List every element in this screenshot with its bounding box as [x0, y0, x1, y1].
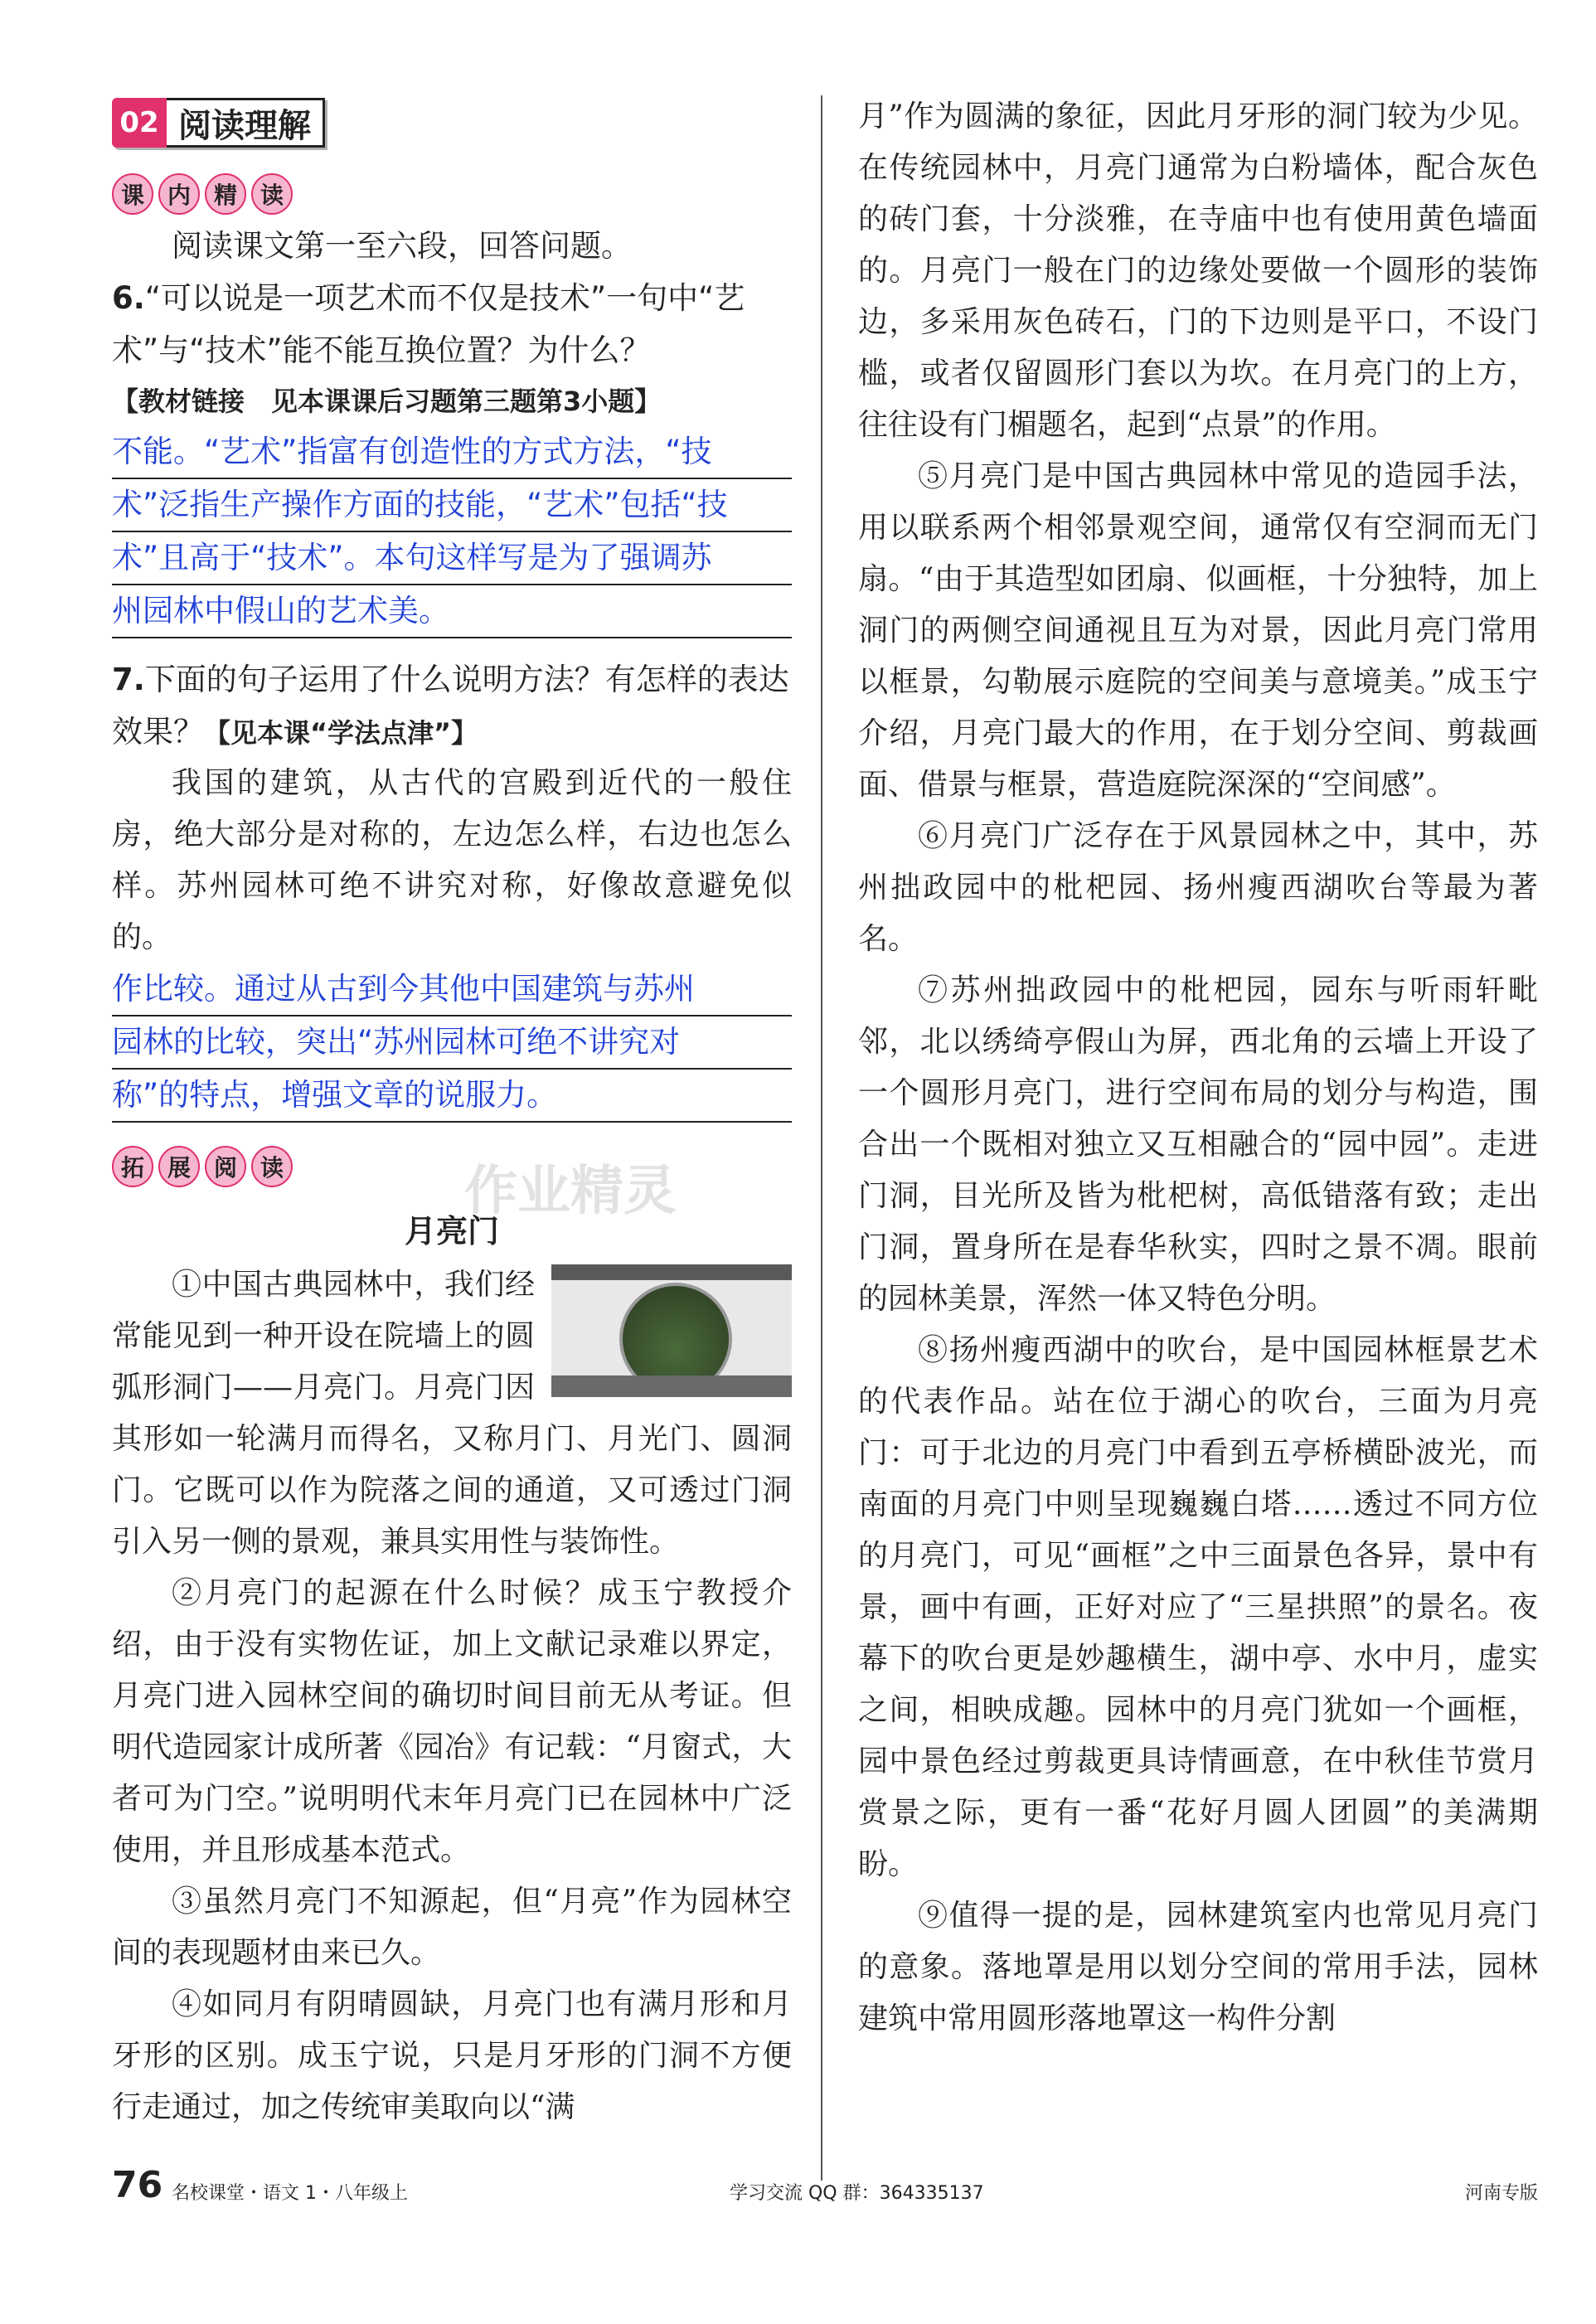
tag-char: 展	[158, 1146, 200, 1187]
tag-char: 读	[251, 173, 293, 215]
book-title: 名校课堂・语文 1・八年级上	[172, 2183, 408, 2204]
answer-7	[112, 963, 792, 1123]
tag-char: 拓	[112, 1146, 153, 1187]
question-number: 6.	[112, 280, 145, 316]
answer-line: 称”的特点，增强文章的说服力。	[112, 1070, 792, 1123]
tag-char: 读	[251, 1146, 293, 1187]
answer-line: 术”泛指生产操作方面的技能，“艺术”包括“技	[112, 479, 792, 532]
question-text: “可以说是一项艺术而不仅是技术”一句中“艺术”与“技术”能不能互换位置？为什么？	[112, 280, 745, 368]
right-column	[858, 91, 1538, 2045]
watermark: 作业精灵	[464, 1161, 677, 1222]
method-link: 【见本课“学法点津”】	[204, 717, 478, 749]
section-title: 阅读理解	[167, 98, 325, 148]
tag-char: 内	[158, 173, 200, 215]
paragraph: ⑧扬州瘦西湖中的吹台，是中国园林框景艺术的代表作品。站在位于湖心的吹台，三面为月亮门：可于北边的月亮门中看到五亭桥横卧波光，而南面的月亮门中则呈现巍巍白塔……透过不同方位的月亮门，可见“画框”之中三面景色各异，景中有景，画中有画，正好对应了“三星拱照”的景名。夜幕下的吹台更是妙趣横生，湖中亭、水中月，虚实之间，相映成趣。园林中的月亮门犹如一个画框，园中景色经过剪裁更具诗情画意，在中秋佳节赏月赏景之际，更有一番“花好月圆人团圆”的美满期盼。	[858, 1333, 1538, 1881]
edition-label: 河南专版	[1464, 2183, 1538, 2204]
column-divider	[821, 95, 822, 2181]
answer-line: 作比较。通过从古到今其他中国建筑与苏州	[112, 963, 792, 1016]
tag-in-class-reading	[112, 173, 293, 215]
section-number: 02	[112, 98, 167, 148]
footer	[112, 2164, 1538, 2214]
question-number: 7.	[112, 662, 145, 697]
answer-6	[112, 426, 792, 638]
question-text: 下面的句子运用了什么说明方法？有怎样的表达效果？	[112, 662, 789, 750]
textbook-link: 【教材链接 见本课课后习题第三题第3小题】	[112, 386, 662, 417]
qq-group: 学习交流 QQ 群：364335137	[730, 2183, 984, 2204]
section-header	[112, 95, 792, 150]
tag-char: 课	[112, 173, 153, 215]
tag-char: 阅	[205, 1146, 246, 1187]
paragraph: 月”作为圆满的象征，因此月牙形的洞门较为少见。在传统园林中，月亮门通常为白粉墙体，配合灰色的砖门套，十分淡雅，在寺庙中也有使用黄色墙面的。月亮门一般在门的边缘处要做一个圆形的装饰边，多采用灰色砖石，门的下边则是平口，不设门槛，或者仅留圆形门套以为坎。在月亮门的上方，往往设有门楣题名，起到“点景”的作用。	[858, 99, 1538, 442]
quoted-sentence: 我国的建筑，从古代的宫殿到近代的一般住房，绝大部分是对称的，左边怎么样，右边也怎么样。苏州园林可绝不讲究对称，好像故意避免似的。	[112, 766, 792, 954]
answer-line: 州园林中假山的艺术美。	[112, 585, 792, 638]
paragraph: ⑨值得一提的是，园林建筑室内也常见月亮门的意象。落地罩是用以划分空间的常用手法，园林建筑中常用圆形落地罩这一构件分割	[858, 1899, 1538, 2035]
paragraph: ④如同月有阴晴圆缺，月亮门也有满月形和月牙形的区别。成玉宁说，只是月牙形的门洞不方便行走通过，加之传统审美取向以“满	[112, 1987, 792, 2124]
tag-char: 精	[205, 173, 246, 215]
paragraph: ⑦苏州拙政园中的枇杷园，园东与听雨轩毗邻，北以绣绮亭假山为屏，西北角的云墙上开设了一个圆形月亮门，进行空间布局的划分与构造，围合出一个既相对独立又互相融合的“园中园”。走进门洞，目光所及皆为枇杷树，高低错落有致；走出门洞，置身所在是春华秋实，四时之景不凋。眼前的园林美景，浑然一体又特色分明。	[858, 973, 1538, 1316]
article-title: 月亮门	[404, 1213, 499, 1249]
paragraph: ②月亮门的起源在什么时候？成玉宁教授介绍，由于没有实物佐证，加上文献记录难以界定，月亮门进入园林空间的确切时间目前无从考证。但明代造园家计成所著《园冶》有记载：“月窗式，大者可为门空。”说明明代末年月亮门已在园林中广泛使用，并且形成基本范式。	[112, 1576, 792, 1867]
paragraph: ⑤月亮门是中国古典园林中常见的造园手法，用以联系两个相邻景观空间，通常仅有空洞而无门扇。“由于其造型如团扇、似画框，十分独特，加上洞门的两侧空间通视且互为对景，因此月亮门常用以框景，勾勒展示庭院的空间美与意境美。”成玉宁介绍，月亮门最大的作用，在于划分空间、剪裁画面、借景与框景，营造庭院深深的“空间感”。	[858, 459, 1538, 802]
moon-gate-photo	[551, 1264, 792, 1397]
question-7	[112, 653, 792, 758]
answer-line: 不能。“艺术”指富有创造性的方式方法，“技	[112, 426, 792, 479]
answer-line: 术”且高于“技术”。本句这样写是为了强调苏	[112, 532, 792, 585]
paragraph: ①中国古典园林中，我们经常能见到一种开设在院墙上的圆弧形洞门——月亮门。月亮门因其形如一轮满月而得名，又称月门、月光门、圆洞门。它既可以作为院落之间的通道，又可透过门洞引入另一侧的景观，兼具实用性与装饰性。	[112, 1268, 792, 1559]
paragraph: ⑥月亮门广泛存在于风景园林之中，其中，苏州拙政园中的枇杷园、扬州瘦西湖吹台等最为著名。	[858, 819, 1538, 956]
page-number: 76	[112, 2164, 163, 2206]
answer-line: 园林的比较，突出“苏州园林可绝不讲究对	[112, 1016, 792, 1070]
left-column	[112, 95, 792, 2133]
tag-extended-reading	[112, 1146, 293, 1187]
reading-instruction: 阅读课文第一至六段，回答问题。	[172, 228, 632, 264]
question-6	[112, 272, 792, 376]
paragraph: ③虽然月亮门不知源起，但“月亮”作为园林空间的表现题材由来已久。	[112, 1885, 792, 1970]
